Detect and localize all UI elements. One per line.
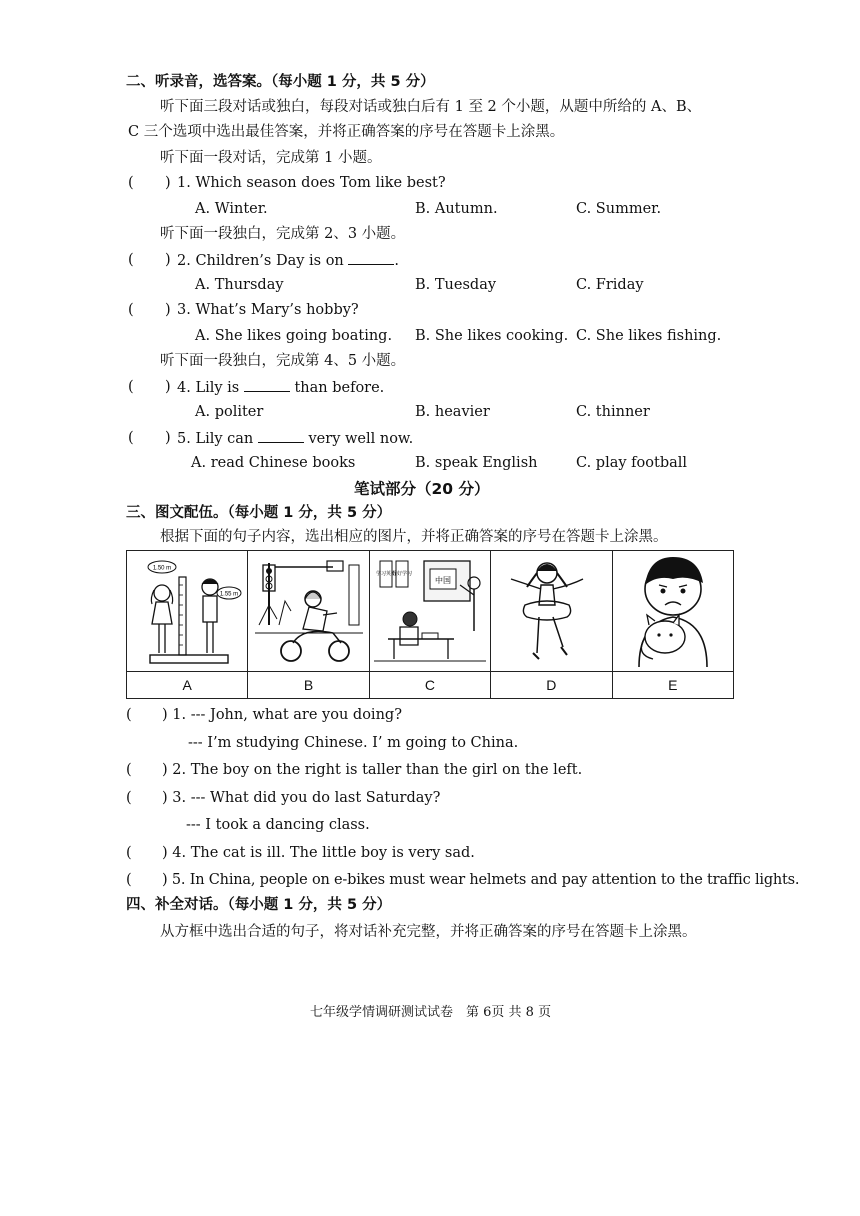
picture-cell <box>612 551 733 672</box>
question-text-post: very well now. <box>308 431 414 447</box>
question-text-reply: --- I’m studying Chinese. I’ m going to China. <box>188 735 519 751</box>
option-b: B. Autumn. <box>415 201 498 217</box>
written-part-title: 笔试部分（20 分） <box>354 480 490 498</box>
question-text-reply: --- I took a dancing class. <box>186 817 370 833</box>
blackboard-text: 中国 <box>434 576 451 585</box>
answer-bracket-open: ( <box>126 762 132 778</box>
option-c: C. Friday <box>576 277 644 293</box>
picture-cell <box>369 551 490 672</box>
answer-blank <box>258 428 304 443</box>
question-text-pre: 5. Lily can <box>177 431 254 447</box>
question-text-post: than before. <box>294 380 385 396</box>
answer-bracket-open: ( <box>126 790 132 806</box>
matching-intro: 根据下面的句子内容，选出相应的图片，并将正确答案的序号在答题卡上涂黑。 <box>160 529 668 545</box>
picture-label: C <box>369 672 490 699</box>
question-text: ) 4. The cat is ill. The little boy is very sad. <box>162 845 475 861</box>
matching-heading: 三、图文配伍。（每小题 1 分，共 5 分） <box>126 505 392 521</box>
answer-bracket-open: ( <box>128 175 134 191</box>
question-text <box>177 377 384 398</box>
question-text-post: . <box>394 253 399 269</box>
height-comparison-icon <box>132 555 242 667</box>
picture-cell <box>127 551 248 672</box>
question-text: ) 2. The boy on the right is taller than the girl on the left. <box>162 762 583 778</box>
sad-boy-cat-icon <box>617 555 729 667</box>
option-c: C. She likes fishing. <box>576 328 722 344</box>
poster-text: 好好学习 <box>391 571 412 577</box>
picture-label: E <box>612 672 733 699</box>
e-bike-rider-icon <box>253 555 365 667</box>
option-c: C. play football <box>576 455 688 471</box>
listening-subheading-1: 听下面一段对话，完成第 1 小题。 <box>160 150 382 166</box>
answer-bracket-open: ( <box>128 379 134 395</box>
option-a: A. politer <box>195 404 264 420</box>
answer-bracket-open: ( <box>126 845 132 861</box>
option-b: B. Tuesday <box>415 277 497 293</box>
question-text-pre: 4. Lily is <box>177 380 240 396</box>
picture-label: B <box>248 672 369 699</box>
question-text-pre: 2. Children’s Day is on <box>177 253 344 269</box>
height-label-boy: 1.55 m <box>219 591 239 598</box>
dialogue-heading: 四、补全对话。（每小题 1 分，共 5 分） <box>126 897 392 913</box>
picture-label: A <box>127 672 248 699</box>
answer-bracket-open: ( <box>128 302 134 318</box>
height-label-girl: 1.50 m <box>152 565 172 572</box>
listening-heading: 二、听录音，选答案。（每小题 1 分，共 5 分） <box>126 74 435 90</box>
question-text: ) 5. In China, people on e-bikes must wear helmets and pay attention to the traffic lights. <box>162 872 800 888</box>
listening-intro-line2: C 三个选项中选出最佳答案，并将正确答案的序号在答题卡上涂黑。 <box>128 124 565 140</box>
picture-cell <box>491 551 612 672</box>
answer-bracket-open: ( <box>128 430 134 446</box>
poster-text: 学习英语 <box>375 571 396 577</box>
answer-blank <box>348 250 394 265</box>
question-text <box>177 250 399 271</box>
option-a: A. Thursday <box>195 277 284 293</box>
option-b: B. She likes cooking. <box>415 328 569 344</box>
question-text: 3. What’s Mary’s hobby? <box>177 302 359 318</box>
answer-bracket-open: ( <box>126 872 132 888</box>
listening-subheading-2: 听下面一段独白，完成第 2、3 小题。 <box>160 226 406 242</box>
option-a: A. She likes going boating. <box>195 328 393 344</box>
answer-bracket-close: ) <box>165 430 171 446</box>
picture-label: D <box>491 672 612 699</box>
ballet-dancer-icon <box>495 555 607 667</box>
option-b: B. speak English <box>415 455 538 471</box>
answer-bracket-open: ( <box>126 707 132 723</box>
question-text <box>177 428 413 449</box>
page-footer: 七年级学情调研测试试卷 第 6页 共 8 页 <box>310 1005 552 1020</box>
listening-intro-line1: 听下面三段对话或独白，每段对话或独白后有 1 至 2 个小题，从题中所给的 A、B、 <box>160 99 702 115</box>
option-c: C. thinner <box>576 404 650 420</box>
option-b: B. heavier <box>415 404 490 420</box>
answer-bracket-close: ) <box>165 302 171 318</box>
listening-subheading-3: 听下面一段独白，完成第 4、5 小题。 <box>160 353 406 369</box>
picture-table <box>126 550 734 699</box>
answer-bracket-close: ) <box>165 252 171 268</box>
answer-bracket-open: ( <box>128 252 134 268</box>
answer-bracket-close: ) <box>165 379 171 395</box>
question-text: ) 3. --- What did you do last Saturday? <box>162 790 441 806</box>
answer-blank <box>244 377 290 392</box>
option-c: C. Summer. <box>576 201 662 217</box>
classroom-chinese-icon <box>374 555 486 667</box>
answer-bracket-close: ) <box>165 175 171 191</box>
question-text: ) 1. --- John, what are you doing? <box>162 707 402 723</box>
question-text: 1. Which season does Tom like best? <box>177 175 446 191</box>
dialogue-intro: 从方框中选出合适的句子，将对话补充完整，并将正确答案的序号在答题卡上涂黑。 <box>160 924 697 940</box>
option-a: A. read Chinese books <box>191 455 356 471</box>
option-a: A. Winter. <box>195 201 268 217</box>
picture-cell <box>248 551 369 672</box>
